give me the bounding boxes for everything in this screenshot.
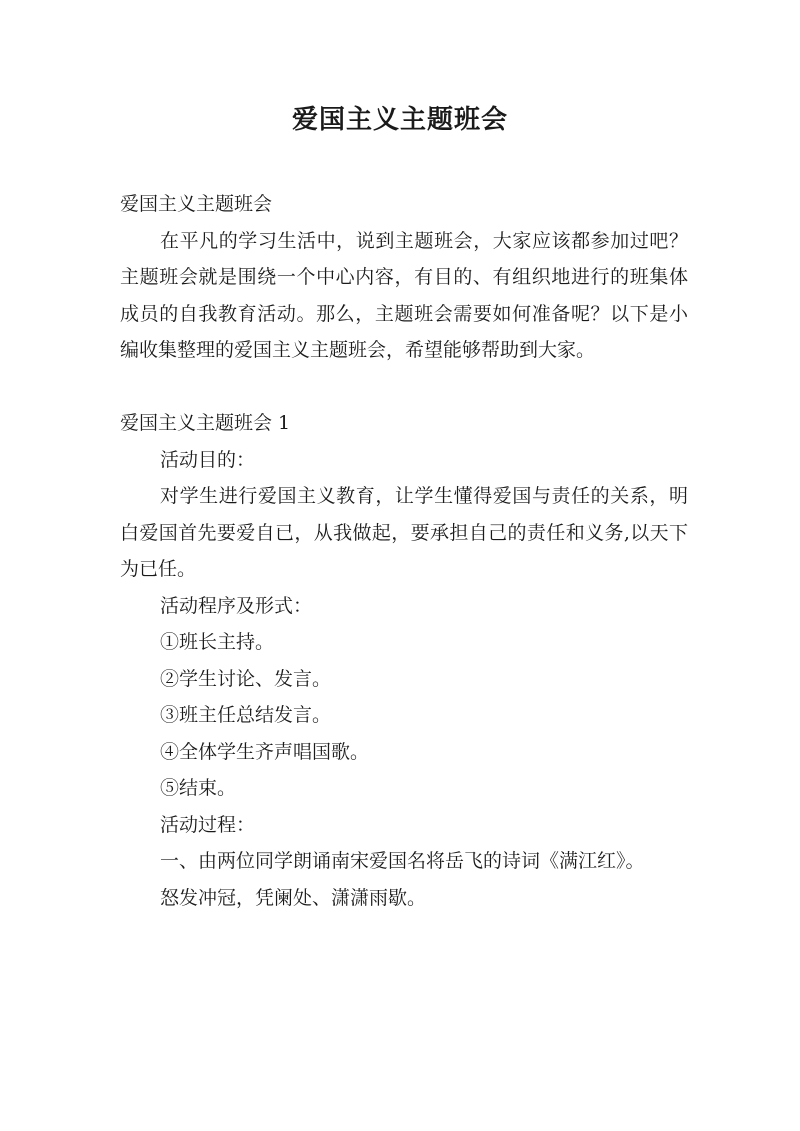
poem-line: 怒发冲冠，凭阑处、潇潇雨歇。 (160, 886, 427, 909)
procedure-label: 活动程序及形式： (160, 594, 313, 617)
subheading: 爱国主义主题班会 (120, 193, 273, 215)
procedure-item: ①班长主持。 (160, 631, 275, 653)
procedure-list (120, 624, 688, 807)
procedure-item: ④全体学生齐声唱国歌。 (160, 740, 370, 763)
process-paragraph: 一、由两位同学朗诵南宋爱国名将岳飞的诗词《满江红》。 (160, 850, 645, 872)
procedure-item: ⑤结束。 (160, 777, 237, 799)
intro-paragraph: 在平凡的学习生活中，说到主题班会，大家应该都参加过吧？主题班会就是围绕一个中心内容，有目的、有组织地进行的班集体成员的自我教育活动。那么，主题班会需要如何准备呢？以下是小编收集整理的爱国主义主题班会，希望能够帮助到大家。 (120, 229, 688, 361)
procedure-item: ②学生讨论、发言。 (160, 667, 332, 690)
blank-line (120, 369, 688, 406)
purpose-paragraph: 对学生进行爱国主义教育，让学生懂得爱国与责任的关系，明白爱国首先要爱自已，从我做起，要承担自己的责任和义务,以天下为已任。 (120, 485, 688, 580)
section-heading: 爱国主义主题班会 1 (120, 412, 291, 434)
purpose-label: 活动目的： (160, 448, 256, 471)
document-body (120, 186, 688, 916)
process-label: 活动过程： (160, 813, 256, 836)
document-title: 爱国主义主题班会 (291, 105, 508, 135)
procedure-item: ③班主任总结发言。 (160, 704, 332, 726)
